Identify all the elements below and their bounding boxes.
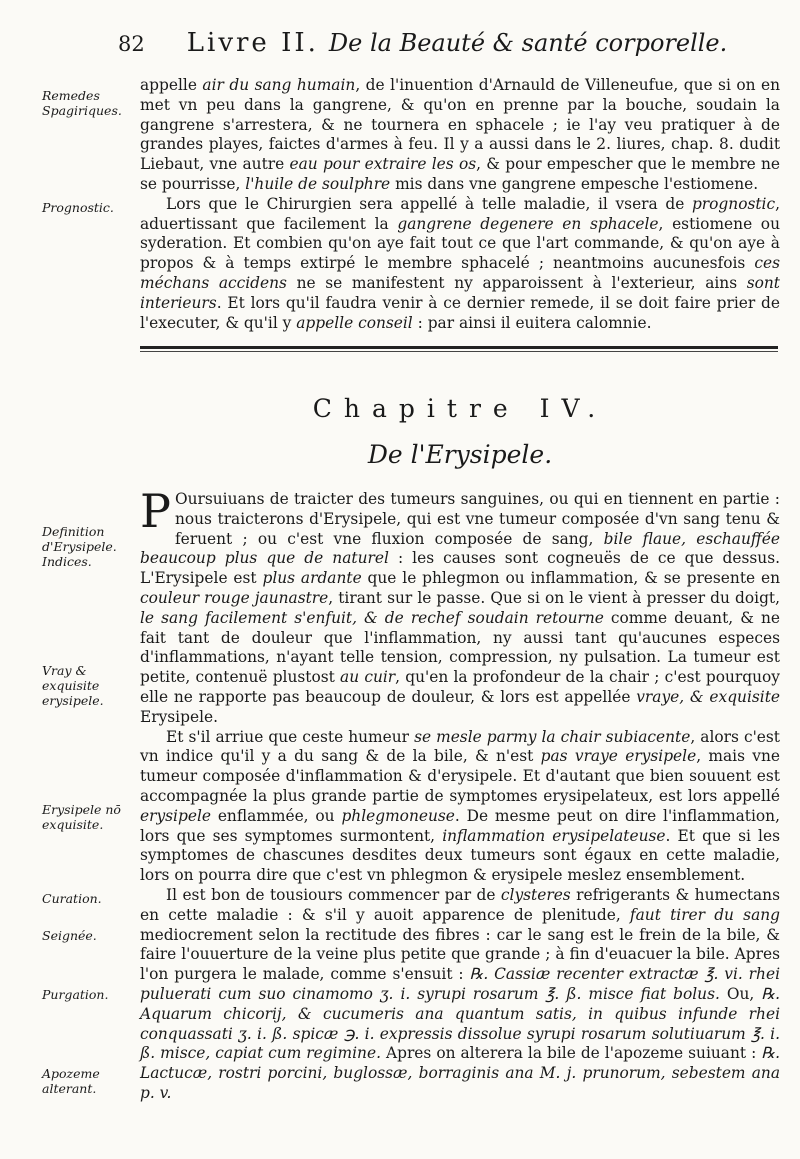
margin-note-definition: Definition d'Erysipele. Indices. [42,524,117,569]
margin-note-vray-erysipele: Vray & exquisite erysipele. [42,663,104,708]
drop-cap: P [140,484,171,538]
running-head [118,28,760,62]
book-title: Livre II. [186,28,319,58]
margin-note-curation: Curation. [42,891,102,906]
top-paragraph [140,76,780,333]
margin-note-non-exquisite: Erysipele nō exquisite. [42,802,121,832]
margin-note-purgation: Purgation. [42,987,109,1002]
section-rule-thick [140,346,778,349]
paragraph-mixed-tumeur: Et s'il arriue que ceste humeur se mesle parmy la chair subiacente, alors c'est vn indice qu'il y a du sang & de la bile, & n'est pas vraye erysipele, mais vne tumeur composée d'inflammation & d'erysipele. Et d'autant que bien souuent est accompagnée la plus grande partie de symptomes erysipelateux, est lors appellé erysipele enflammée, ou phlegmoneuse. De mesme peut on dire l'inflammation, lors que ses symptomes surmontent, inflammation erysipelateuse. Et que si les symptomes de chascunes desdites deux tumeurs sont égaux en cette maladie, lors on pourra dire que c'est vn phlegmon & erysipele meslez ensemblement. [140,727,780,885]
paragraph-air-du-sang: appelle air du sang humain, de l'inuention d'Arnauld de Villeneufue, que si on en met vn peu dans la gangrene, & qu'on en prenne par la bouche, soudain la gangrene s'arrestera, & ne tournera en sphacele ; ie l'ay veu pratiquer à de grandes playes, faictes d'armes à feu. Il y a aussi dans le 2. liures, chap. 8. dudit Liebaut, vne autre eau pour extraire les os, & pour empescher que le membre ne se pourrisse, l'huile de soulphre mis dans vne gangrene empesche l'estiomene. [140,76,781,193]
chapter-heading: Chapitre IV. [312,394,608,423]
margin-note-seignee: Seignée. [42,928,97,943]
margin-note-remedes: Remedes Spagiriques. [42,88,122,118]
chapter-body [140,484,781,1104]
margin-note-prognostic: Prognostic. [42,200,114,215]
paragraph-definition: P Oursuiuans de traicter des tumeurs sanguines, ou qui en tiennent en partie : nous traicterons d'Erysipele, qui est vne tumeur composée d'vn sang tenu & feruent ; ou c'est vne fluxion composée de sang, bile flaue, eschauffée beaucoup plus que de naturel : les causes sont cogneuës de ce que dessus. L'Erysipele est plus ardante que le phlegmon ou inflammation, & se presente en couleur rouge jaunastre, tirant sur le passe. Que si on le vient à presser du doigt, le sang facilement s'enfuit, & de rechef soudain retourne comme deuant, & ne fait tant de douleur que l'inflammation, ny aussi tant qu'aucunes especes d'inflammations, n'ayant telle tension, compression, ny pulsation. La tumeur est petite, contenuë plustost au cuir, qu'en la profondeur de la chair ; c'est pourquoy elle ne rapporte pas beaucoup de douleur, & lors est appellée vraye, & exquisite Erysipele. [140,484,781,726]
margin-note-apozeme: Apozeme alterant. [42,1066,100,1096]
book-subtitle: De la Beauté & santé corporelle. [328,29,728,57]
chapter-title: De l'Erysipele. [367,440,553,469]
paragraph-curation: Il est bon de tousiours commencer par de clysteres refrigerants & humectans en cette maladie : & s'il y auoit apparence de plenitude, faut tirer du sang mediocrement selon la rectitude des fibres : car le sang est le frein de la bile, & faire l'ouuerture de la veine plus petite que grande ; à fin d'euacuer la bile. Apres l'on purgera le malade, comme s'ensuit : ℞. Cassiæ recenter extractæ ℥. vi. rhei puluerati cum suo cinamomo ʒ. i. syrupi rosarum ℥. ß. misce fiat bolus. Ou, ℞. Aquarum chicorij, & cucumeris ana quantum satis, in quibus infunde rhei conquassati ʒ. i. ß. spicæ ℈. i. expressis dissolue syrupi rosarum solutiuarum ℥. i. ß. misce, capiat cum regimine. Apres on alterera la bile de l'apozeme suiuant : ℞. Lactucæ, rostri porcini, buglossæ, borraginis ana M. j. prunorum, sebestem ana p. v. [140,885,781,1102]
paragraph-prognostic: Lors que le Chirurgien sera appellé à telle maladie, il vsera de prognostic, aduertissant que facilement la gangrene degenere en sphacele, estiomene ou syderation. Et combien qu'on aye fait tout ce que l'art commande, & qu'on aye à propos & à temps extirpé le membre sphacelé ; neantmoins aucunesfois ces méchans accidens ne se manifestent ny apparoissent à l'exterieur, ains sont interieurs. Et lors qu'il faudra venir à ce dernier remede, il se doit faire prier de l'executer, & qu'il y appelle conseil : par ainsi il euitera calomnie. [140,194,780,332]
page-number: 82 [118,32,145,56]
section-rule-thin [140,351,778,352]
